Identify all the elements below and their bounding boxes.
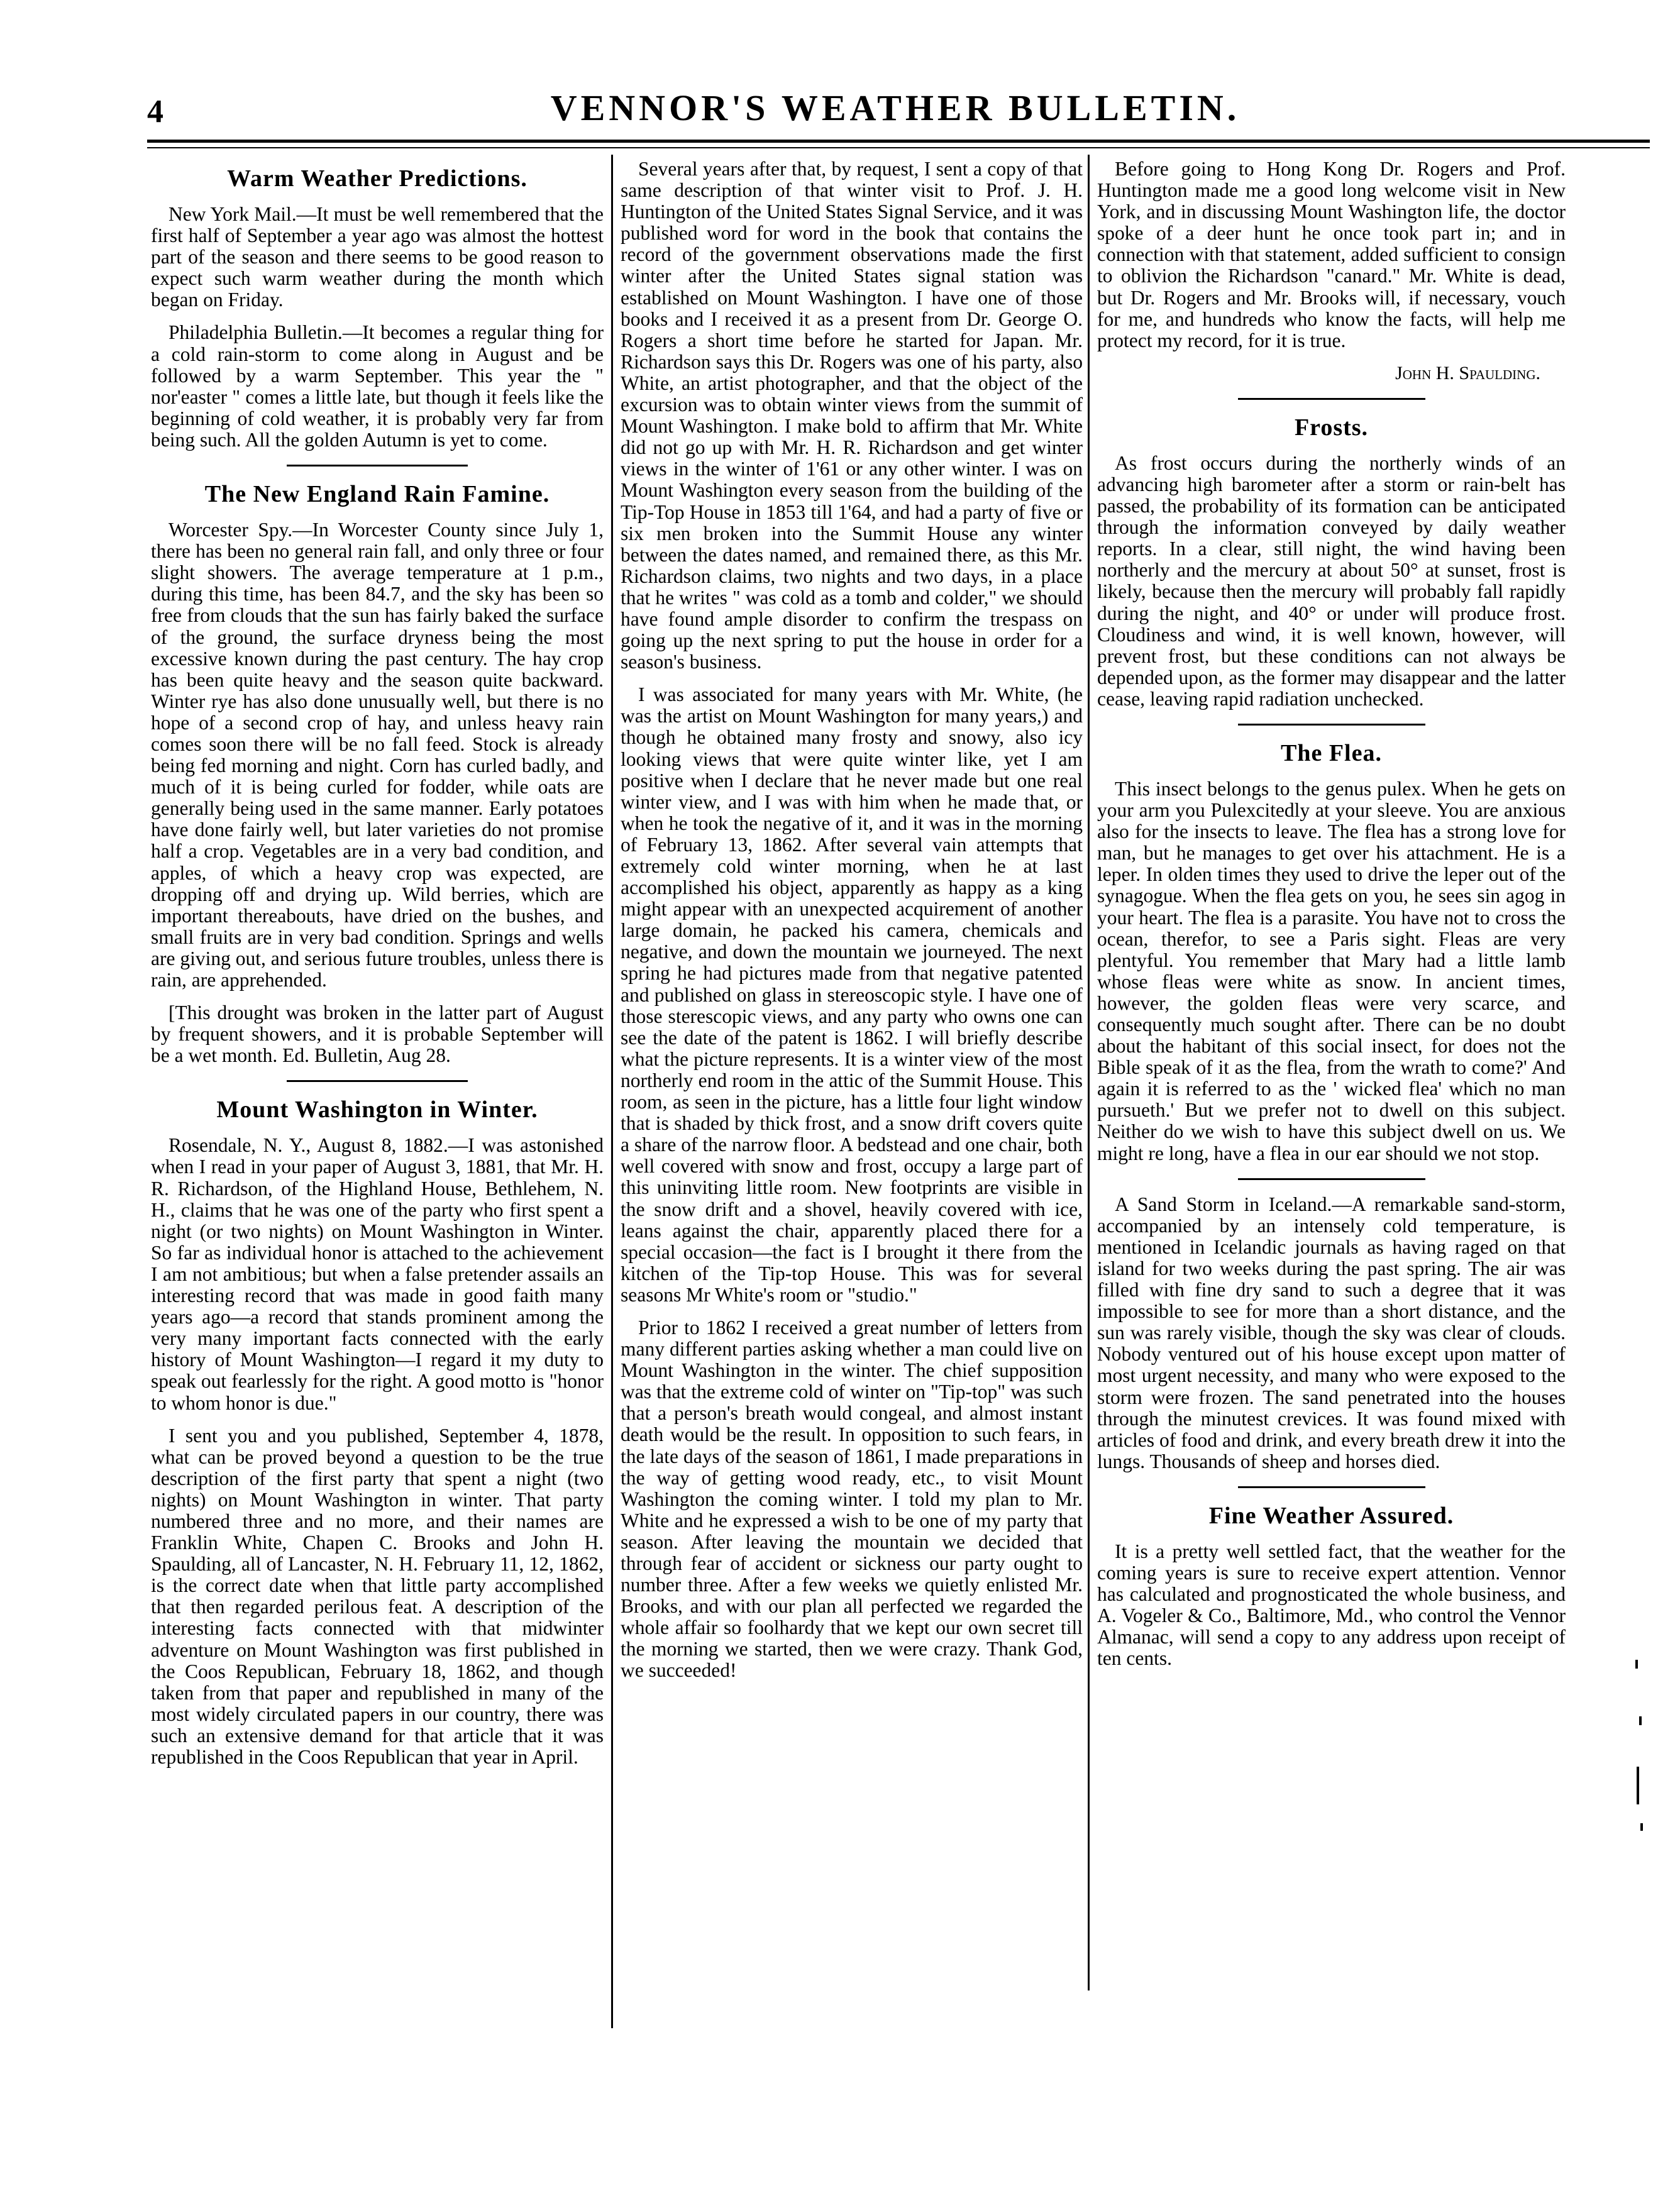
article-paragraph: Prior to 1862 I received a great number of letters from many different parties asking whether a man could live on Mount Washington in the winter. The chief supposition was that the extreme cold of winter on "Tip-top" was such that a person's breath would congeal, and almost instant death would be the result. In opposition to such fears, in the late days of the season of 1861, I made preparations in the way of getting wood ready, etc., to visit Mount Washington the coming winter. I told my plan to Mr. White and he expressed a wish to be one of my party that season. After leaving the mountain we decided that through fear of accident or sickness our party ought to number three. After a few weeks we quietly enlisted Mr. Brooks, and with our plan all perfected we regarded the whole affair so foolhardy that we kept our own secret till the morning we started, then we were crazy. Thank God, we succeeded! xyxy=(621,1316,1083,1682)
article-paragraph: A Sand Storm in Iceland.—A remarkable sand-storm, accompanied by an intensely cold temperature, is mentioned in Icelandic journals as having raged on that island for two weeks during the past spring. The air was filled with fine dry sand to such a degree that it was impossible to see for more than a short distance, and the sun was rarely visible, though the sky was clear of clouds. Nobody ventured out of his house except upon matter of most urgent necessity, and many who were exposed to the storm were frozen. The sand penetrated into the houses through the minutest crevices. It was found mixed with articles of food and drink, and every breath drew it into the lungs. Thousands of sheep and horses died. xyxy=(1097,1193,1566,1472)
article-paragraph: I was associated for many years with Mr. White, (he was the artist on Mount Washington for many years,) and though he obtained many frosty and snowy, also icy looking views that were quite winter like, yet I am positive when I declare that he never made but one real winter view, and I was with him when he made that, or when he took the negative of it, and it was in the morning of February 13, 1862. After several vain attempts that extremely cold winter morning, when he at last accomplished his object, apparently as happy as a king might appear with an unexpected acquirement of another large domain, he packed his camera, chemicals and negative, and down the mountain we journeyed. The next spring he had pictures made from that negative patented and published on glass in stereoscopic style. I have one of those sterescopic views, and any party who owns one can see the date of the patent is 1862. I will briefly describe what the picture represents. It is a winter view of the most northerly end room in the attic of the Summit House. This room, as seen in the picture, has a little four light window that is shaded by thick frost, and a snow drift covers quite a share of the narrow floor. A bedstead and one chair, both well covered with snow and frost, occupy a large part of this uninviting little room. New footprints are visible in the snow drift and a shovel, heavily covered with ice, leans against the chair, apparently placed there for a special occasion—the fact is I brought it there from the kitchen of the Tip-top House. This was for several seasons Mr White's room or "studio." xyxy=(621,683,1083,1306)
column-divider xyxy=(1088,155,1090,1990)
article-paragraph: Rosendale, N. Y., August 8, 1882.—I was astonished when I read in your paper of August 3, 1881, that Mr. H. R. Richardson, of the Highland House, Bethlehem, N. H., claims that he was one of the party who first spent a night (or two nights) on Mount Washington in Winter. So far as individual honor is attached to the achievement I am not ambitious; but when a false pretender assails an interesting record that was made in good faith many years ago—a record that stands prominent among the very many important facts connected with the early history of Mount Washington—I regard it my duty to speak out fearlessly for the right. A good motto is "honor to whom honor is due." xyxy=(151,1134,604,1414)
article-paragraph: It is a pretty well settled fact, that the weather for the coming years is sure to receive expert attention. Vennor has calculated and prognosticated the whole business, and A. Vogeler & Co., Baltimore, Md., who control the Vennor Almanac, will send a copy to any address upon receipt of ten cents. xyxy=(1097,1540,1566,1670)
margin-mark xyxy=(1637,1767,1639,1804)
margin-mark xyxy=(1639,1716,1642,1725)
article-headline: Warm Weather Predictions. xyxy=(227,165,528,192)
signature: John H. Spaulding. xyxy=(1395,362,1540,384)
page-number: 4 xyxy=(147,94,163,130)
article-paragraph: Before going to Hong Kong Dr. Rogers and Prof. Huntington made me a good long welcome visit in New York, and in discussing Mount Washington life, the doctor spoke of a deer hunt he once took part in; and in connection with that statement, added sufficient to consign to oblivion the Richardson "canard." Mr. White is dead, but Dr. Rogers and Mr. Brooks will, if necessary, vouch for me, and hundreds who know the facts, will help me protect my record, for it is true. xyxy=(1097,158,1566,351)
column-divider xyxy=(611,155,613,2028)
section-rule xyxy=(1238,398,1425,400)
section-rule xyxy=(1238,724,1425,726)
article-paragraph: [This drought was broken in the latter part of August by frequent showers, and it is probable September will be a wet month. Ed. Bulletin, Aug 28. xyxy=(151,1002,604,1067)
page-title: VENNOR'S WEATHER BULLETIN. xyxy=(550,87,1241,128)
article-paragraph: Several years after that, by request, I sent a copy of that same description of that winter visit to Prof. J. H. Huntington of the United States Signal Service, and it was published word for word in the book that contains the record of the government observations made the first winter after the United States signal station was established on Mount Washington. I have one of those books and I received it as a present from Dr. George O. Rogers a short time before he started for Japan. Mr. Richardson says this Dr. Rogers was one of his party, also White, an artist photographer, and that the object of the excursion was to obtain winter views from the summit of Mount Washington. I make bold to affirm that Mr. White did not go up with Mr. H. R. Richardson and get winter views in the winter of 1'61 or any other winter. I was on Mount Washington every season from the building of the Tip-Top House in 1853 till 1'64, and had a party of five or six men broken into the Summit House any winter between the dates named, and remained there, as this Mr. Richardson claims, two nights and two days, in a place that he writes " was cold as a tomb and colder," we should have found ample disorder to confirm the trespass on going up the next spring to put the house in order for a season's business. xyxy=(621,158,1083,673)
article-headline: Mount Washington in Winter. xyxy=(216,1096,538,1123)
article-paragraph: As frost occurs during the northerly winds of an advancing high barometer after a storm or rain-belt has passed, the probability of its formation can be anticipated through the information conveyed by daily weather reports. In a clear, still night, the wind having been northerly and the mercury at about 50° at sunset, frost is likely, because then the mercury will probably fall rapidly during the night, and 40° or under will produce frost. Cloudiness and wind, it is well known, however, will prevent frost, but these conditions can not always be depended upon, as the former may disappear and the latter cease, leaving rapid radiation unchecked. xyxy=(1097,451,1566,710)
column-3 xyxy=(1097,158,1566,2076)
article-headline: Fine Weather Assured. xyxy=(1208,1502,1454,1529)
margin-mark xyxy=(1635,1660,1638,1669)
article-paragraph: Philadelphia Bulletin.—It becomes a regular thing for a cold rain-storm to come along in August and be followed by a warm September. This year the " nor'easter " comes a little late, but though it feels like the beginning of cold weather, it is probably very far from being such. All the golden Autumn is yet to come. xyxy=(151,321,604,451)
masthead xyxy=(147,87,1644,137)
section-rule xyxy=(287,1080,468,1082)
section-rule xyxy=(1238,1178,1425,1180)
column-1 xyxy=(151,158,604,2076)
header-rule-thin xyxy=(147,147,1650,148)
margin-marks xyxy=(1632,1660,1650,1911)
margin-mark xyxy=(1640,1823,1643,1831)
column-2 xyxy=(621,158,1083,2076)
article-paragraph: New York Mail.—It must be well remembered that the first half of September a year ago was almost the hottest part of the season and there seems to be good reason to expect such warm weather during the month which began on Friday. xyxy=(151,203,604,311)
article-headline: The New England Rain Famine. xyxy=(204,481,550,508)
article-paragraph: This insect belongs to the genus pulex. When he gets on your arm you Pulexcitedly at your sleeve. You are anxious also for the insects to leave. The flea has a strong love for man, but he manages to get over his attachment. He is a leper. In olden times they used to drive the leper out of the synagogue. When the flea gets on you, he sees sin agog in your heart. The flea is a parasite. You have not to cross the ocean, therefor, to see a Paris sight. Fleas are very plentyful. You remember that Mary had a little lamb whose fleas were white as snow. In ancient times, however, the golden fleas were very scarce, and consequently much sought after. There can be no doubt about the habitant of this social insect, for does not the Bible speak of it as the flea, from the wrath to come?' And again it is referred to as the ' wicked flea' which no man pursueth.' But we prefer not to dwell on this subject. Neither do we wish to have this subject dwell on us. We might re long, have a flea in our ear should we not stop. xyxy=(1097,777,1566,1164)
section-rule xyxy=(287,465,468,466)
article-headline: Frosts. xyxy=(1294,414,1369,441)
header-rule xyxy=(147,140,1650,143)
article-headline: The Flea. xyxy=(1281,739,1382,766)
article-paragraph: I sent you and you published, September 4, 1878, what can be proved beyond a question to be the true description of the first party that spent a night (two nights) on Mount Washington in winter. That party numbered three and no more, and their names are Franklin White, Chapen C. Brooks and John H. Spaulding, all of Lancaster, N. H. February 11, 12, 1862, is the correct date when that little party accomplished that then regarded perilous feat. A description of the interesting facts connected with that midwinter adventure on Mount Washington was first published in the Coos Republican, February 18, 1862, and though taken from that paper and republished in many of the most widely circulated papers in our country, there was such an extensive demand for that article that it was republished in the Coos Republican that year in April. xyxy=(151,1424,604,1768)
article-paragraph: Worcester Spy.—In Worcester County since July 1, there has been no general rain fall, and only three or four slight showers. The average temperature at 1 p.m., during this time, has been 84.7, and the sky has been so free from clouds that the sun has fairly baked the surface of the ground, the surface dryness being the most excessive known during the past century. The hay crop has been quite heavy and the season quite backward. Winter rye has also done unusually well, but there is no hope of a second crop of hay, and unless heavy rain comes soon there will be no fall feed. Stock is already being fed morning and night. Corn has curled badly, and much of it is being curled for fodder, while oats are generally being used in the same manner. Early potatoes have done fairly well, but later varieties do not promise half a crop. Vegetables are in a very bad condition, and apples, of which a heavy crop was expected, are dropping off and drying up. Wild berries, which are important thereabouts, have dried on the bushes, and small fruits are in very bad condition. Springs and wells are giving out, and serious future troubles, unless there is rain, are apprehended. xyxy=(151,519,604,991)
section-rule xyxy=(1238,1486,1425,1488)
